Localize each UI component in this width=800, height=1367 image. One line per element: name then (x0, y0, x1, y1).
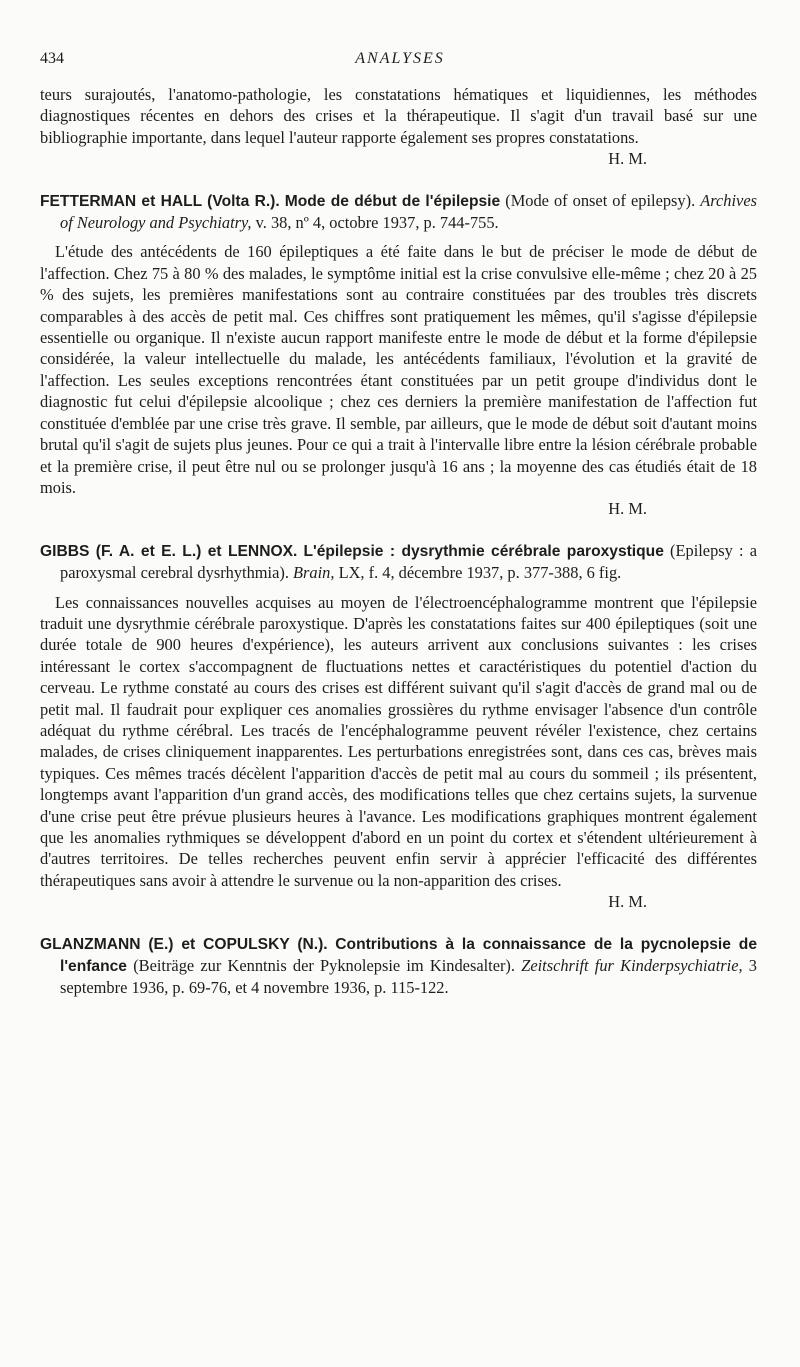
review-details: 3 septembre 1936, p. 69-76, et 4 novembre 1936, p. 115-122. (60, 956, 757, 998)
page-number: 434 (40, 50, 64, 67)
review-original-title: (Epilepsy : a paroxysmal cerebral dysrhythmia). (60, 540, 758, 583)
review-title: L'épilepsie : dysrythmie cérébrale paroxystique (303, 542, 664, 560)
continuation-paragraph: teurs surajoutés, l'anatomo-pathologie, les constatations hématiques et liquidiennes, les méthodes diagnostiques récentes en dehors des crises et la thérapeutique. Il s'agit d'un travail basé sur une bibliographie importante, dans lequel l'auteur rapporte également ses propres constatations. (40, 85, 757, 147)
section-title: ANALYSES (355, 50, 445, 67)
continuation-signature: H. M. (608, 149, 647, 169)
review-body: Les connaissances nouvelles acquises au moyen de l'électroencéphalogramme montrent que l'épilepsie traduit une dysrythmie cérébrale paroxystique. D'après les constatations faites sur 400 épileptiques (soit une durée totale de 900 heures d'expérience), les auteurs arrivent aux conclusions suivantes : les crises intéressant le cortex s'accompagnent de fluctuations nettes et caractéristiques du potentiel d'action du cerveau. Le rythme constaté au cours des crises est différent suivant qu'il s'agit d'accès de grand mal ou de petit mal. Il faudrait pour expliquer ces anomalies grossières du rythme envisager l'absence d'un contrôle adéquat du rythme cérébral. Les tracés de l'encéphalogramme peuvent révéler l'existence, chez certains malades, de crises cliniquement inapparentes. Les perturbations enregistrées sont, dans ces cas, brèves mais typiques. Ces mêmes tracés décèlent l'apparition d'accès de petit mal au cours du sommeil ; ils présentent, longtemps avant l'apparition d'un grand accès, des modifications telles que chez certains sujets, la survenue d'une crise peut être prévue plusieurs heures à l'avance. Les modifications graphiques montrent également que les anomalies rythmiques se développent d'abord en un point du cortex et s'étendent ultérieurement à d'autres territoires. De telles recherches peuvent enfin servir à apprécier l'efficacité des différentes thérapeutiques sans avoir à attendre le survenue ou la non-apparition des crises. (40, 592, 757, 890)
review-original-title: (Beiträge zur Kenntnis der Pyknolepsie im Kindesalter). (126, 956, 522, 976)
running-head (40, 50, 760, 72)
review-details: v. 38, nº 4, octobre 1937, p. 744-755. (251, 213, 499, 233)
review-fetterman-hall (40, 190, 757, 520)
review-authors: FETTERMAN et HALL (Volta R.). (40, 192, 280, 210)
review-title: Contributions à la connaissance de la pycnolepsie de l'enfance (60, 935, 757, 976)
review-citation (40, 540, 757, 584)
review-title: Mode de début de l'épilepsie (284, 192, 501, 210)
review-gibbs-lennox (40, 540, 757, 913)
page-body (40, 84, 757, 1007)
review-body: L'étude des antécédents de 160 épileptiques a été faite dans le but de préciser le mode de début de l'affection. Chez 75 à 80 % des malades, le symptôme initial est la crise convulsive elle-même ; chez 20 à 25 % des sujets, les premières manifestations sont au contraire constituées par des troubles très discrets comparables à des accès de petit mal. Ces chiffres sont pratiquement les mêmes, qu'il s'agisse d'épilepsie essentielle ou organique. Il n'existe aucun rapport manifeste entre le mode de début et la forme d'épilepsie considérée, la valeur intellectuelle du malade, les antécédents familiaux, l'évolution et la gravité de l'affection. Les seules exceptions rencontrées étant constituées par un petit groupe d'individus dont le diagnostic fut celui d'épilepsie alcoolique ; chez ces derniers la première manifestation de l'affection fut constituée d'emblée par une crise très grave. Il semble, par ailleurs, que le mode de début soit d'autant moins brutal qu'il s'agit de sujets plus jeunes. Pour ce qui a trait à l'intervalle libre entre la lésion cérébrale probable et la première crise, il peut être nul ou se prolonger jusqu'à 16 ans ; la moyenne des cas étudiés était de 18 mois. (40, 242, 757, 497)
review-journal: Brain, (293, 563, 335, 583)
review-details: LX, f. 4, décembre 1937, p. 377-388, 6 fig. (334, 563, 622, 583)
review-original-title: (Mode of onset of epilepsy). (500, 190, 701, 210)
review-signature: H. M. (608, 499, 647, 519)
review-citation (40, 933, 757, 999)
review-journal: Archives of Neurology and Psychiatry, (60, 190, 757, 233)
review-authors: GLANZMANN (E.) et COPULSKY (N.). (40, 935, 328, 953)
review-authors: GIBBS (F. A. et E. L.) et LENNOX. (40, 542, 298, 560)
review-glanzmann-copulsky (40, 933, 757, 999)
review-journal: Zeitschrift fur Kinderpsychiatrie, (521, 956, 743, 976)
review-citation (40, 190, 757, 234)
review-signature: H. M. (608, 892, 647, 912)
